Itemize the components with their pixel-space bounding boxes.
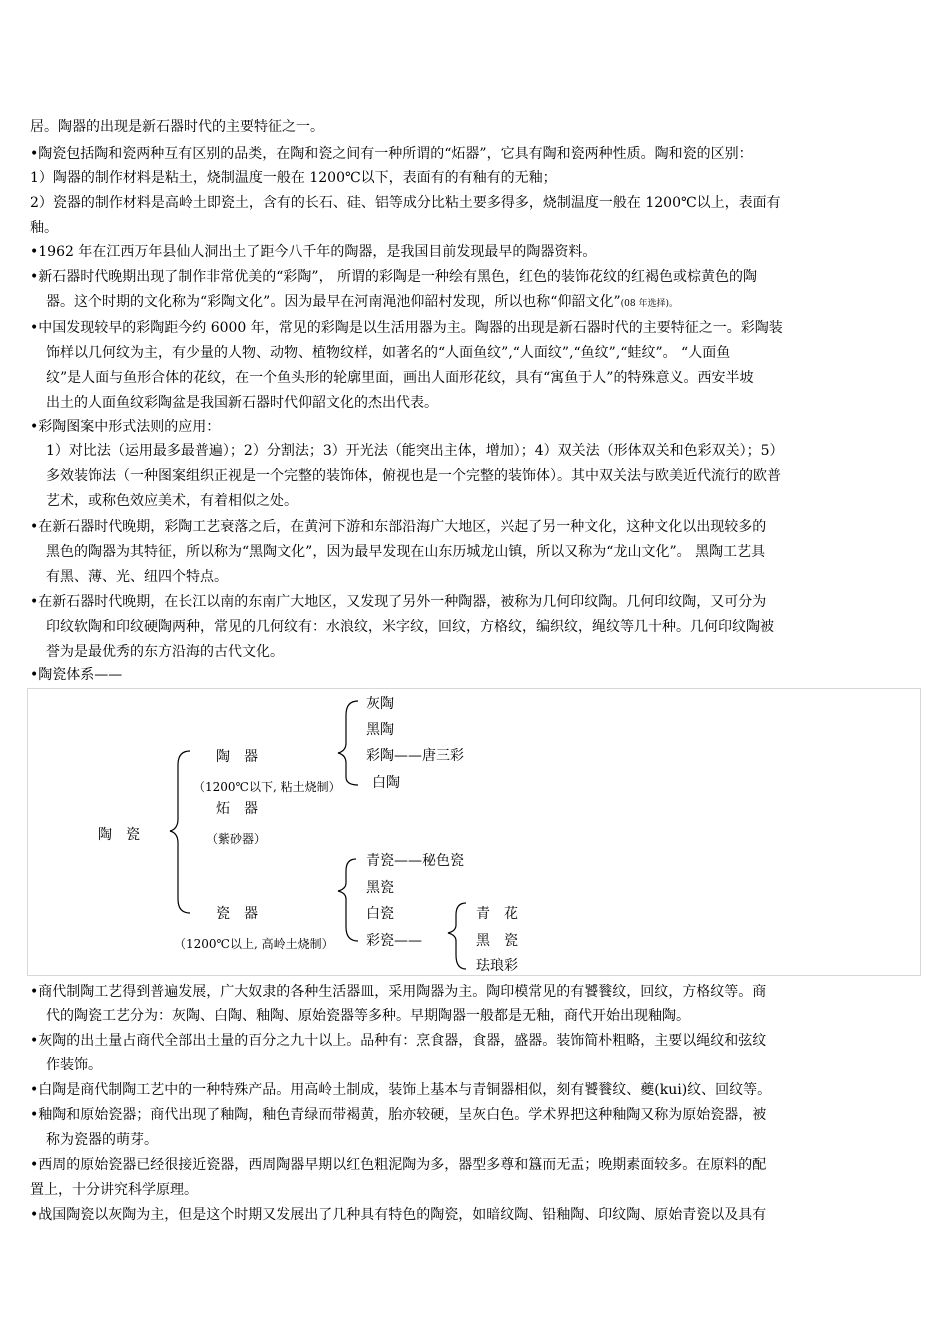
paragraph-line: 作装饰。 <box>46 1057 102 1073</box>
exam-note: (08 年选择)。 <box>620 299 678 309</box>
tao-item: 白陶 <box>372 775 400 791</box>
taoqi-label: 陶 器 <box>216 749 258 765</box>
paragraph-line: 1）陶器的制作材料是粘土，烧制温度一般在 1200℃以下，表面有的有釉有的无釉； <box>30 170 557 186</box>
tao-item: 彩陶——唐三彩 <box>366 748 464 764</box>
paragraph-line <box>46 292 678 314</box>
paragraph-line: •西周的原始瓷器已经很接近瓷器，西周陶器早期以红色粗泥陶为多，器型多尊和簋而无盂；晚期素面较多。在原料的配 <box>30 1157 767 1173</box>
paragraph-line: 2）瓷器的制作材料是高岭土即瓷土，含有的长石、硅、铝等成分比粘土要多得多，烧制温度一般在 1200℃以上，表面有 <box>30 195 781 211</box>
shiqi-label: 炻 器 <box>216 801 258 817</box>
root-label: 陶 瓷 <box>98 827 140 843</box>
paragraph-line: 出土的人面鱼纹彩陶盆是我国新石器时代仰韶文化的杰出代表。 <box>46 395 438 411</box>
caici-item: 青 花 <box>476 906 518 922</box>
paragraph-line: 代的陶瓷工艺分为：灰陶、白陶、釉陶、原始瓷器等多种。早期陶器一般都是无釉，商代开始出现釉陶。 <box>46 1008 690 1024</box>
taoqi-note: （1200℃以下, 粘土烧制） <box>193 780 341 794</box>
paragraph-line: •陶瓷包括陶和瓷两种互有区别的品类，在陶和瓷之间有一种所谓的“炻器”，它具有陶和瓷两种性质。陶和瓷的区别： <box>30 146 753 162</box>
paragraph-line: •新石器时代晚期出现了制作非常优美的“彩陶”， 所谓的彩陶是一种绘有黑色，红色的装饰花纹的红褐色或棕黄色的陶 <box>30 269 758 285</box>
paragraph-line: 饰样以几何纹为主，有少量的人物、动物、植物纹样，如著名的“人面鱼纹”,“人面纹”,“鱼纹”,“蛙纹”。 “人面鱼 <box>46 345 731 361</box>
ci-item: 白瓷 <box>366 906 394 922</box>
diagram-brackets <box>28 689 922 977</box>
ci-item: 青瓷——秘色瓷 <box>366 853 464 869</box>
paragraph-line: •在新石器时代晚期，彩陶工艺衰落之后，在黄河下游和东部沿海广大地区，兴起了另一种文化，这种文化以出现较多的 <box>30 519 767 535</box>
ciqi-bracket <box>338 859 358 941</box>
paragraph-line: 艺术，或称色效应美术，有着相似之处。 <box>46 493 298 509</box>
paragraph-line: 置上，十分讲究科学原理。 <box>30 1182 198 1198</box>
ceramics-system-diagram <box>27 688 921 976</box>
paragraph-line: •釉陶和原始瓷器；商代出现了釉陶，釉色青绿而带褐黄，胎亦较硬，呈灰白色。学术界把这种釉陶又称为原始瓷器，被 <box>30 1107 767 1123</box>
ciqi-note: （1200℃以上, 高岭土烧制） <box>174 937 334 951</box>
ci-item: 黑瓷 <box>366 880 394 896</box>
paragraph-line: 称为瓷器的萌芽。 <box>46 1132 158 1148</box>
caici-item: 黑 瓷 <box>476 933 518 949</box>
caici-bracket <box>448 903 466 969</box>
tao-item: 灰陶 <box>366 696 394 712</box>
paragraph-line: •在新石器时代晚期，在长江以南的东南广大地区，又发现了另外一种陶器，被称为几何印纹陶。几何印纹陶，又可分为 <box>30 594 767 610</box>
paragraph-line: •中国发现较早的彩陶距今约 6000 年，常见的彩陶是以生活用器为主。陶器的出现是新石器时代的主要特征之一。彩陶装 <box>30 320 783 336</box>
paragraph-line: 有黑、薄、光、纽四个特点。 <box>46 569 228 585</box>
paragraph-line: •灰陶的出土量占商代全部出土量的百分之九十以上。品种有：烹食器，食器，盛器。装饰简朴粗略，主要以绳纹和弦纹 <box>30 1033 767 1049</box>
caici-item: 珐琅彩 <box>476 958 518 974</box>
paragraph-line: •彩陶图案中形式法则的应用： <box>30 419 221 435</box>
paragraph-line: •白陶是商代制陶工艺中的一种特殊产品。用高岭土制成，装饰上基本与青铜器相似，刻有饕餮纹、夔(kui)纹、回纹等。 <box>30 1082 772 1098</box>
paragraph-line: 1）对比法（运用最多最普遍）；2）分割法；3）开光法（能突出主体，增加）；4）双关法（形体双关和色彩双关）；5） <box>46 443 784 459</box>
paragraph-line: •1962 年在江西万年县仙人洞出土了距今八千年的陶器，是我国目前发现最早的陶器资料。 <box>30 244 597 260</box>
paragraph-line: 釉。 <box>30 220 58 236</box>
paragraph-line: 居。陶器的出现是新石器时代的主要特征之一。 <box>30 119 324 135</box>
ci-item: 彩瓷—— <box>366 933 422 949</box>
paragraph-line: •陶瓷体系—— <box>30 667 123 683</box>
paragraph-line: 印纹软陶和印纹硬陶两种，常见的几何纹有：水浪纹，米字纹，回纹，方格纹，编织纹，绳纹等几十种。几何印纹陶被 <box>46 619 774 635</box>
shiqi-note: （紫砂器） <box>206 832 267 846</box>
ciqi-label: 瓷 器 <box>216 906 258 922</box>
paragraph-line: •战国陶瓷以灰陶为主，但是这个时期又发展出了几种具有特色的陶瓷，如暗纹陶、铅釉陶、印纹陶、原始青瓷以及具有 <box>30 1207 767 1223</box>
paragraph-line: 多效装饰法（一种图案组织正视是一个完整的装饰体，俯视也是一个完整的装饰体）。其中双关法与欧美近代流行的欧普 <box>46 468 781 484</box>
root-bracket <box>170 751 190 913</box>
paragraph-line: •商代制陶工艺得到普遍发展，广大奴隶的各种生活器皿，采用陶器为主。陶印模常见的有饕餮纹，回纹，方格纹等。商 <box>30 984 767 1000</box>
tao-item: 黑陶 <box>366 722 394 738</box>
taoqi-bracket <box>338 701 358 785</box>
paragraph-line: 纹”是人面与鱼形合体的花纹，在一个鱼头形的轮廓里面，画出人面形花纹，具有“寓鱼于人”的特殊意义。西安半坡 <box>46 370 754 386</box>
paragraph-line: 黑色的陶器为其特征，所以称为“黑陶文化”，因为最早发现在山东历城龙山镇，所以又称为“龙山文化”。 黑陶工艺具 <box>46 544 766 560</box>
paragraph-line: 誉为是最优秀的东方沿海的古代文化。 <box>46 644 284 660</box>
paragraph-text: 器。这个时期的文化称为“彩陶文化”。因为最早在河南渑池仰韶村发现，所以也称“仰韶文化” <box>46 294 621 310</box>
